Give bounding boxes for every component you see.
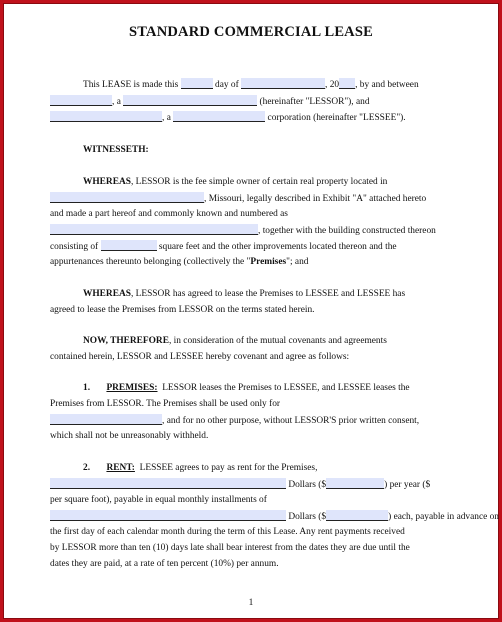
section1-line-2: Premises from LESSOR. The Premises shall be used only for: [50, 399, 281, 409]
page-number: 1: [248, 598, 254, 608]
permitted-use-field[interactable]: [50, 414, 162, 425]
whereas1-line-2: , Missouri, legally described in Exhibit "A" attached hereto: [50, 192, 426, 205]
section2-line-7: dates they are paid, at a rate of ten percent (10%) per annum.: [50, 559, 279, 569]
whereas2-line-1: WHEREAS, LESSOR has agreed to lease the Premises to LESSEE and LESSEE has: [83, 289, 406, 299]
day-field[interactable]: [181, 78, 213, 89]
property-address-field[interactable]: [50, 224, 258, 235]
section2-line-2: Dollars ($ ) per year ($: [50, 478, 430, 491]
intro-line-1: This LEASE is made this day of , 20 , by and between: [83, 80, 419, 90]
witnesseth-heading: WITNESSETH:: [83, 145, 149, 155]
lessee-name-field[interactable]: [50, 111, 162, 122]
whereas1-line-3: and made a part hereof and commonly known and numbered as: [50, 209, 288, 219]
section2-line-6: by LESSOR more than ten (10) days late shall bear interest from the dates they are due until the: [50, 543, 410, 553]
month-field[interactable]: [241, 78, 325, 89]
section1-heading: PREMISES:: [106, 383, 158, 393]
lease-page: [4, 4, 498, 618]
lessor-name-field[interactable]: [50, 95, 112, 106]
whereas1-line-6: appurtenances thereunto belonging (collectively the "Premises"; and: [50, 257, 309, 267]
now-therefore-line-1: NOW, THEREFORE, in consideration of the mutual covenants and agreements: [83, 336, 387, 346]
square-feet-field[interactable]: [101, 240, 157, 251]
annual-rent-amount-field[interactable]: [326, 478, 384, 489]
section2-line-3: per square foot), payable in equal monthly installments of: [50, 495, 267, 505]
section2-line-1: 2. RENT: LESSEE agrees to pay as rent for the Premises,: [83, 463, 318, 473]
year-field[interactable]: [339, 78, 355, 89]
document-title: STANDARD COMMERCIAL LEASE: [128, 24, 373, 40]
monthly-rent-words-field[interactable]: [50, 510, 286, 521]
document-frame: [3, 3, 499, 619]
section1-line-1: 1. PREMISES: LESSOR leases the Premises to LESSEE, and LESSEE leases the: [83, 383, 410, 393]
lessee-state-field[interactable]: [173, 111, 265, 122]
section1-line-3: , and for no other purpose, without LESSOR'S prior written consent,: [50, 414, 419, 427]
whereas1-line-4: , together with the building constructed thereon: [50, 224, 436, 237]
whereas2-line-2: agreed to lease the Premises from LESSOR on the terms stated herein.: [50, 305, 315, 315]
monthly-rent-amount-field[interactable]: [326, 510, 388, 521]
whereas1-line-5: consisting of square feet and the other improvements located thereon and the: [50, 242, 397, 252]
county-field[interactable]: [50, 192, 204, 203]
intro-line-3: , a corporation (hereinafter "LESSEE").: [50, 111, 406, 124]
intro-line-2: , a (hereinafter "LESSOR"), and: [50, 95, 370, 108]
now-therefore-line-2: contained herein, LESSOR and LESSEE hereby covenant and agree as follows:: [50, 352, 350, 362]
annual-rent-words-field[interactable]: [50, 478, 286, 489]
section2-heading: RENT:: [106, 463, 135, 473]
section1-line-4: which shall not be unreasonably withheld.: [50, 431, 209, 441]
section2-line-5: the first day of each calendar month during the term of this Lease. Any rent payments received: [50, 527, 405, 537]
section2-line-4: Dollars ($ ) each, payable in advance on: [50, 510, 499, 523]
whereas1-line-1: WHEREAS, LESSOR is the fee simple owner of certain real property located in: [83, 177, 388, 187]
lessor-entity-field[interactable]: [123, 95, 257, 106]
